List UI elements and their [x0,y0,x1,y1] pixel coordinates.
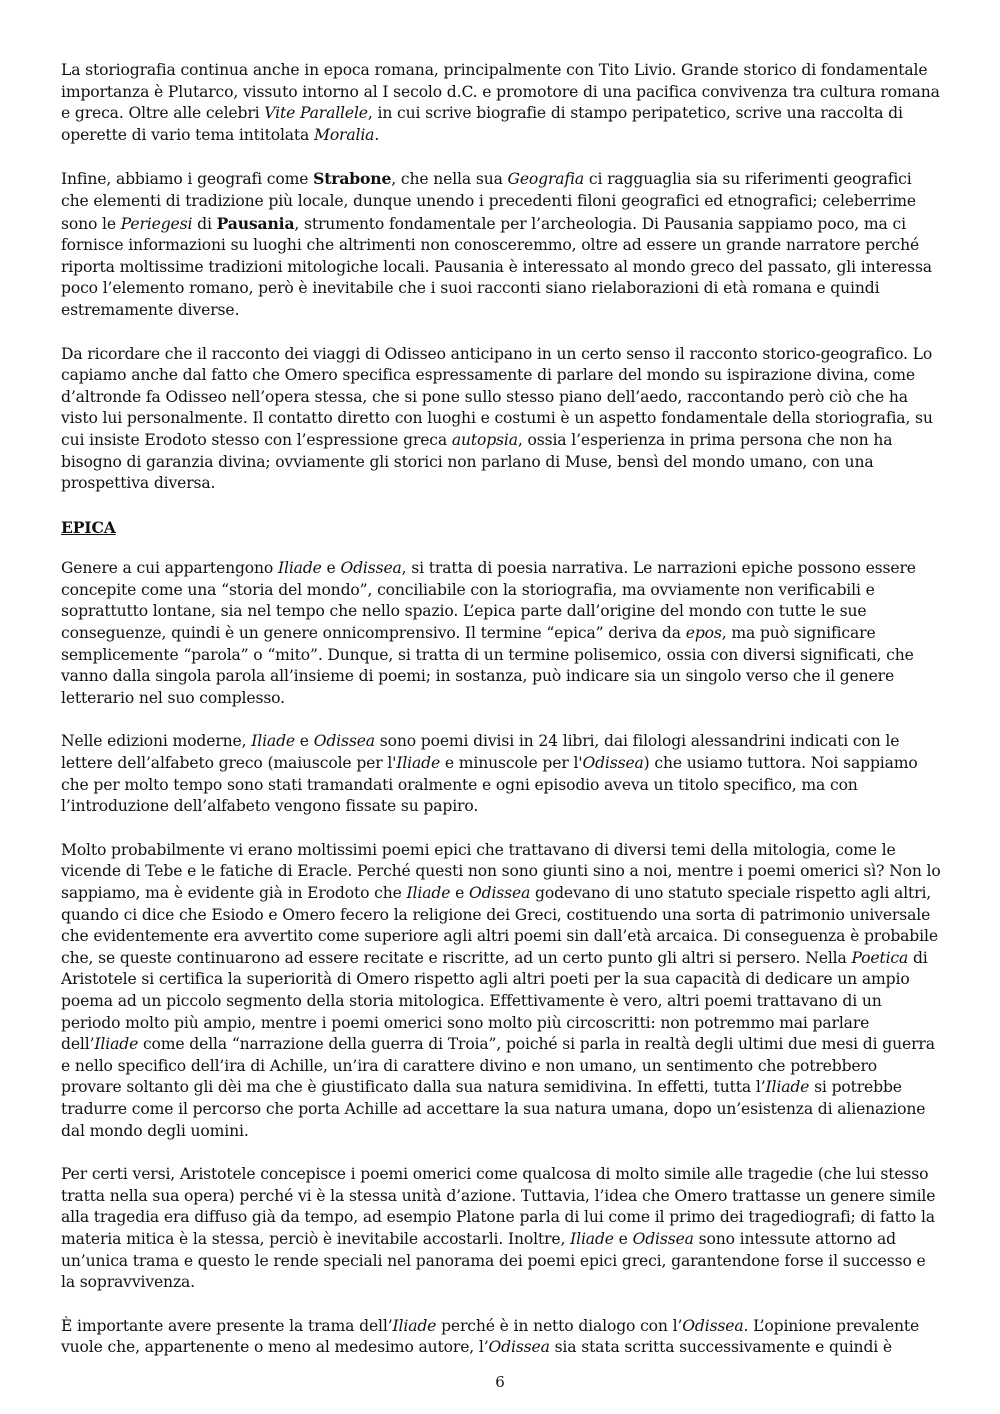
italic-text: Odissea [313,732,375,751]
italic-text: epos [685,624,722,643]
italic-text: Iliade [277,559,322,578]
text-run: e [321,559,341,578]
text-run: di Aristotele si certifica la superiorità di Omero rispetto agli altri poeti per la sua capacità di dedicare un ampio poema ad un piccolo segmento della storia mitologica. Effettivamente è vero, altri poemi trattavano di un periodo molto più ampio, mentre i poemi omerici sono molto più circoscritti: non potremmo mai parlare dell’ [61,948,928,1054]
page-number: 6 [495,1373,505,1391]
text-run: . L’opinione prevalente vuole che, appartenente o meno al medesimo autore, l’ [61,1316,920,1357]
text-run: Molto probabilmente vi erano moltissimi poemi epici che trattavano di diversi temi della mitologia, come le vicende di Tebe e le fatiche di Eracle. Perché questi non sono giunti sino a noi, mentre i poemi omerici sì? Non lo sappiamo, ma è evidente già in Erodoto che [61,840,941,902]
text-run: come della “narrazione della guerra di Troia”, poiché si parla in realtà degli ultimi due mesi di guerra e nello specifico dell’ira di Achille, un’ira di carattere divino e non umano, un sentimento che potrebbero provare soltanto gli dèi ma che è giustificato dalla sua natura semidivina. In effetti, tutta l’ [61,1035,935,1097]
italic-text: Moralia [314,125,375,144]
bold-text: Pausania [216,213,295,233]
italic-text: Geografia [507,170,585,189]
italic-text: Iliade [94,1035,139,1054]
italic-text: Odissea [488,1338,550,1357]
italic-text: Odissea [632,1229,694,1248]
text-run: Nelle edizioni moderne, [61,732,252,751]
text-run: , ossia l’esperienza in prima persona che non ha bisogno di garanzia divina; ovviamente gli storici non parlano di Muse, bensì del mondo umano, con una prospettiva diversa. [61,430,893,493]
paragraph [61,344,941,495]
text-run: e minuscole per l' [440,754,583,773]
text-run: , che nella sua [391,170,508,189]
text-run: e [613,1229,633,1248]
paragraph [61,840,941,1142]
paragraph [61,1316,941,1359]
italic-text: Odissea [582,754,644,773]
text-run: , ma può significare semplicemente “parola” o “mito”. Dunque, si tratta di un termine polisemico, ossia con diversi significati, che vanno dalla singola parola all’insieme di poemi; in sostanza, può indicare sia un singolo verso che il genere letterario nel suo complesso. [61,624,914,707]
paragraph [61,60,941,146]
italic-text: Poetica [851,948,909,967]
text-run: La storiografia continua anche in epoca romana, principalmente con Tito Livio. Grande storico di fondamentale importanza è Plutarco, vissuto intorno al I secolo d.C. e promotore di una pacifica convivenza tra cultura romana e greca. Oltre alle celebri [61,61,940,123]
section-heading: EPICA [61,517,116,537]
italic-text: Iliade [406,884,451,902]
text-run: Da ricordare che il racconto dei viaggi di Odisseo anticipano in un certo senso il racconto storico-geografico. Lo capiamo anche dal fatto che Omero specifica espressamente di parlare del mondo su ispirazione divina, come d’altronde fa Odisseo nell’opera stessa, che si pone sullo stesso piano dell’aedo, raccontando però ciò che ha visto lui personalmente. Il contatto diretto con luoghi e costumi è un aspetto fondamentale della storiografia, su cui insiste Erodoto stesso con l’espressione greca [61,344,933,449]
text-run: Infine, abbiamo i geografi come [61,170,314,189]
italic-text: Iliade [392,1316,437,1335]
italic-text: Iliade [396,754,441,773]
italic-text: Odissea [340,559,402,578]
paragraph [61,1164,941,1294]
text-run: sono poemi divisi in 24 libri, dai filologi alessandrini indicati con le lettere dell’alfabeto greco (maiuscole per l' [61,732,900,773]
italic-text: Odissea [682,1316,744,1335]
italic-text: Iliade [251,732,295,751]
text-run: Genere a cui appartengono [61,559,278,578]
italic-text: Vite Parallele [264,104,368,123]
text-run: si potrebbe tradurre come il percorso che porta Achille ad accettare la sua natura umana, dopo un’esistenza di alienazione dal mondo degli uomini. [61,1078,926,1140]
text-run: ) che usiamo tuttora. Noi sappiamo che per molto tempo sono stati tramandati oralmente e ogni episodio aveva un titolo specifico, ma con l’introduzione dell’alfabeto vengono fissate su papiro. [61,754,918,816]
text-run: Per certi versi, Aristotele concepisce i poemi omerici come qualcosa di molto simile alle tragedie (che lui stesso tratta nella sua opera) perché vi è la stessa unità d’azione. Tuttavia, l’idea che Omero trattasse un genere simile alla tragedia era diffuso già da tempo, ad esempio Platone parla di lui come il primo dei tragediografi; di fatto la materia mitica è la stessa, perciò è inevitabile accostarli. Inoltre, [61,1165,936,1248]
italic-text: Periegesi [120,214,193,233]
text-run: godevano di uno statuto speciale rispetto agli altri, quando ci dice che Esiodo e Omero fecero la religione dei Greci, costituendo una sorta di patrimonio universale che evidentemente era avvertito come superiore agli altri poemi sin dall’età arcaica. Di conseguenza è probabile che, se queste continuarono ad essere recitate e riscritte, ad un certo punto gli altri si persero. Nella [61,884,938,967]
page-body [61,60,941,1381]
italic-text: Odissea [468,884,531,902]
text-run: e [294,732,314,751]
text-run: , si tratta di poesia narrativa. Le narrazioni epiche possono essere concepite come una “storia del mondo”, conciliabile con la storiografia, ma ovviamente non verificabili e soprattutto lontane, sia nel tempo che nello spazio. L’epica parte dall’origine del mondo con tutte le sue conseguenze, quindi è un genere onnicomprensivo. Il termine “epica” deriva da [61,559,916,643]
italic-text: Iliade [765,1078,810,1097]
text-run: , strumento fondamentale per l’archeologia. Di Pausania sappiamo poco, ma ci fornisce informazioni su luoghi che altrimenti non conosceremmo, oltre ad essere un grande narratore perché riporta moltissime tradizioni mitologiche locali. Pausania è interessato al mondo greco del passato, gli interessa poco l’elemento romano, però è inevitabile che i suoi racconti siano rielaborazioni di età romana e quindi estremamente diverse. [61,214,932,319]
text-run: di [192,214,217,233]
text-run: sia stata scritta successivamente e quindi è [549,1338,893,1357]
text-run: sono intessute attorno ad un’unica trama e questo le rende speciali nel panorama dei poemi epici greci, garantendone forse il successo e la sopravvivenza. [61,1229,926,1292]
text-run: e [450,884,469,902]
text-run: ci ragguaglia sia su riferimenti geografici che elementi di tradizione più locale, dunque unendo i precedenti filoni geografici ed etnografici; celeberrime sono le [61,170,916,233]
bold-text: Strabone [313,169,392,189]
text-run: perché è in netto dialogo con l’ [436,1316,683,1335]
paragraph [61,731,941,817]
paragraph [61,558,941,709]
text-run: È importante avere presente la trama dell’ [61,1316,393,1335]
paragraph [61,168,941,321]
italic-text: autopsia [451,430,518,449]
text-run: , in cui scrive biografie di stampo peripatetico, scrive una raccolta di operette di vario tema intitolata [61,104,903,144]
text-run: . [374,125,380,144]
italic-text: Iliade [570,1229,614,1248]
